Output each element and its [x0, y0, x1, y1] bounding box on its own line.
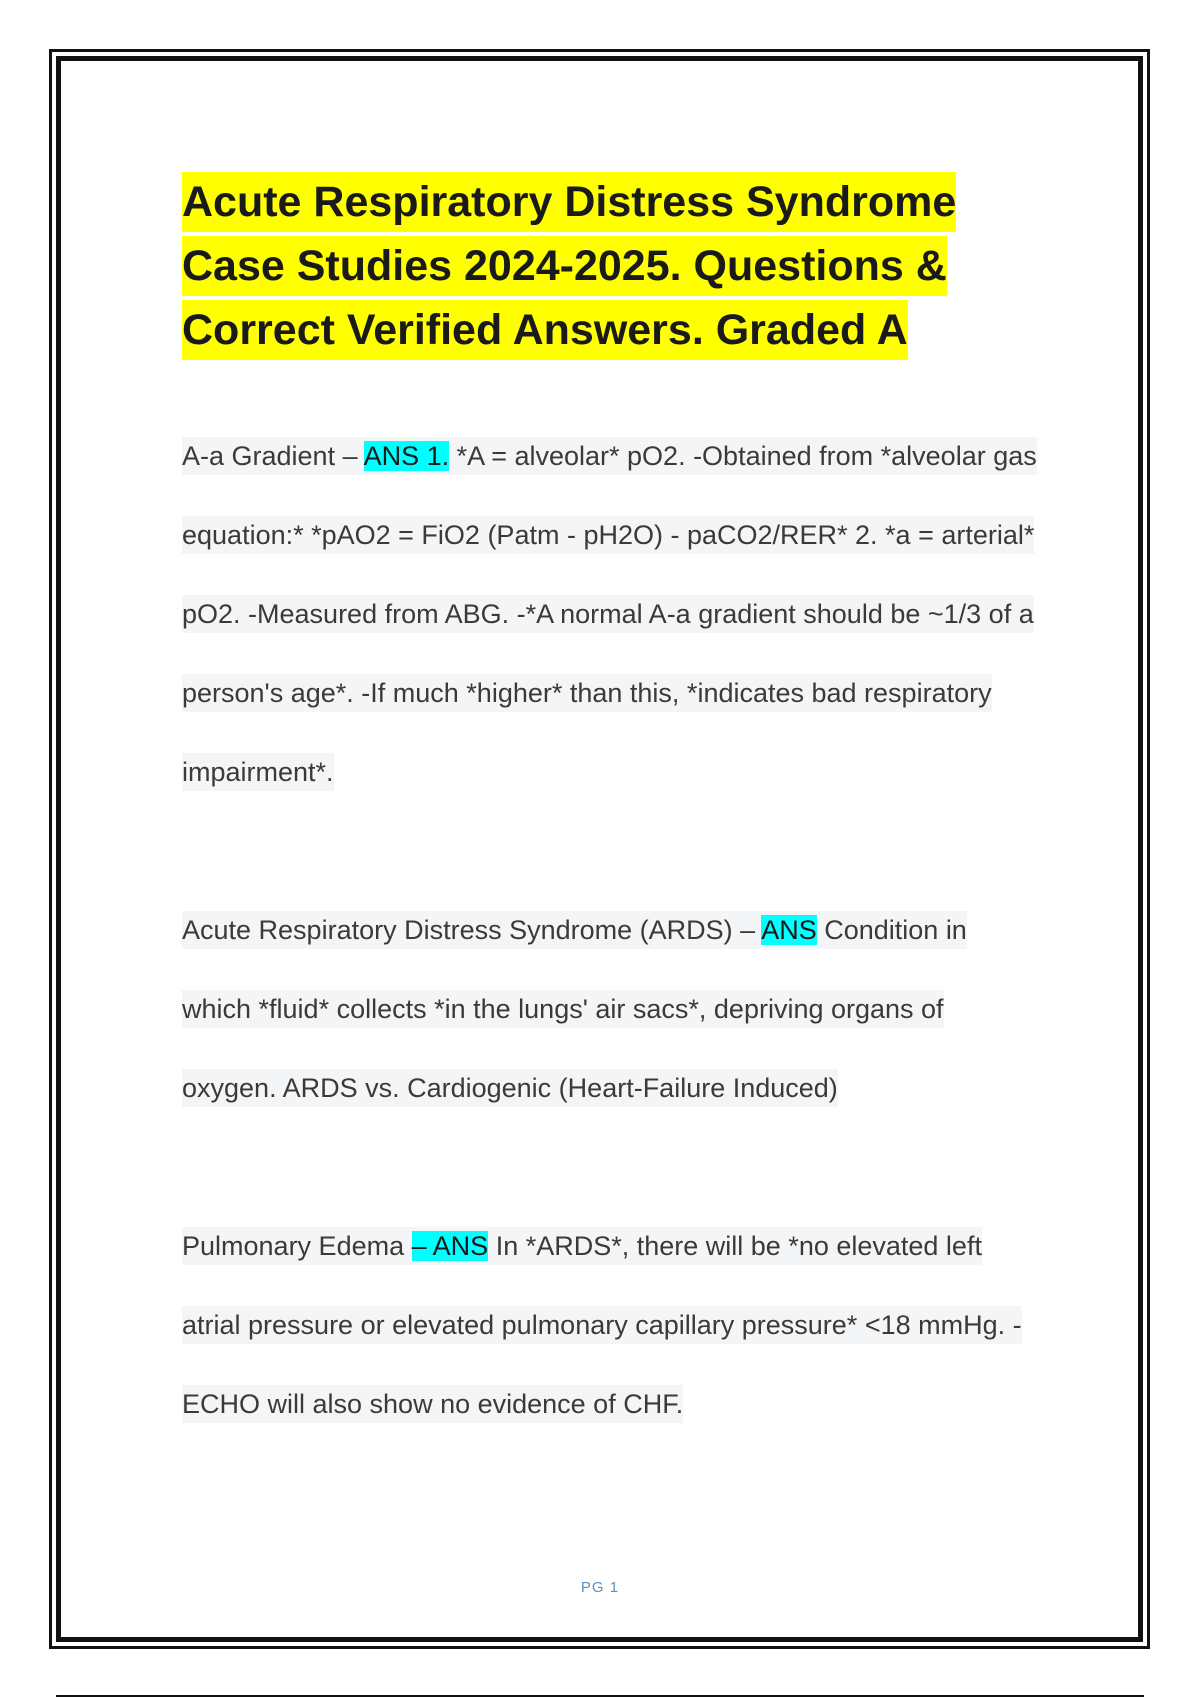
document-title — [182, 170, 1042, 362]
ans-label: ANS 1. — [363, 441, 450, 471]
title-highlight: Acute Respiratory Distress Syndrome Case Studies 2024-2025. Questions & Correct Verified Answers. Graded A — [182, 172, 956, 360]
qa-term: Acute Respiratory Distress Syndrome (ARDS) – — [182, 915, 756, 945]
ans-label: – ANS — [411, 1231, 489, 1261]
qa-entry-text — [182, 1227, 1022, 1423]
qa-answer: In *ARDS*, there will be *no elevated left atrial pressure or elevated pulmonary capillary pressure* <18 mmHg. -ECHO will also show no evidence of CHF. — [182, 1231, 1022, 1419]
qa-answer: Condition in which *fluid* collects *in the lungs' air sacs*, depriving organs of oxygen. ARDS vs. Cardiogenic (Heart-Failure Induced) — [182, 915, 967, 1103]
qa-answer: *A = alveolar* pO2. -Obtained from *alveolar gas equation:* *pAO2 = FiO2 (Patm - pH2O) - paCO2/RER* 2. *a = arterial* pO2. -Measured from ABG. -*A normal A-a gradient should be ~1/3 of a person's age*. -If much *higher* than this, *indicates bad respiratory impairment*. — [182, 441, 1037, 787]
qa-entry — [182, 417, 1042, 812]
ans-label: ANS — [761, 915, 817, 945]
qa-entry — [182, 1207, 1042, 1444]
qa-entry — [182, 891, 1042, 1128]
page-number: PG 1 — [580, 1579, 620, 1596]
qa-entry-text — [182, 437, 1037, 791]
document-body — [182, 170, 1042, 1444]
qa-term: Pulmonary Edema — [182, 1231, 405, 1261]
qa-term: A-a Gradient – — [182, 441, 358, 471]
qa-entry-text — [182, 911, 967, 1107]
bottom-rule — [56, 1695, 1144, 1697]
